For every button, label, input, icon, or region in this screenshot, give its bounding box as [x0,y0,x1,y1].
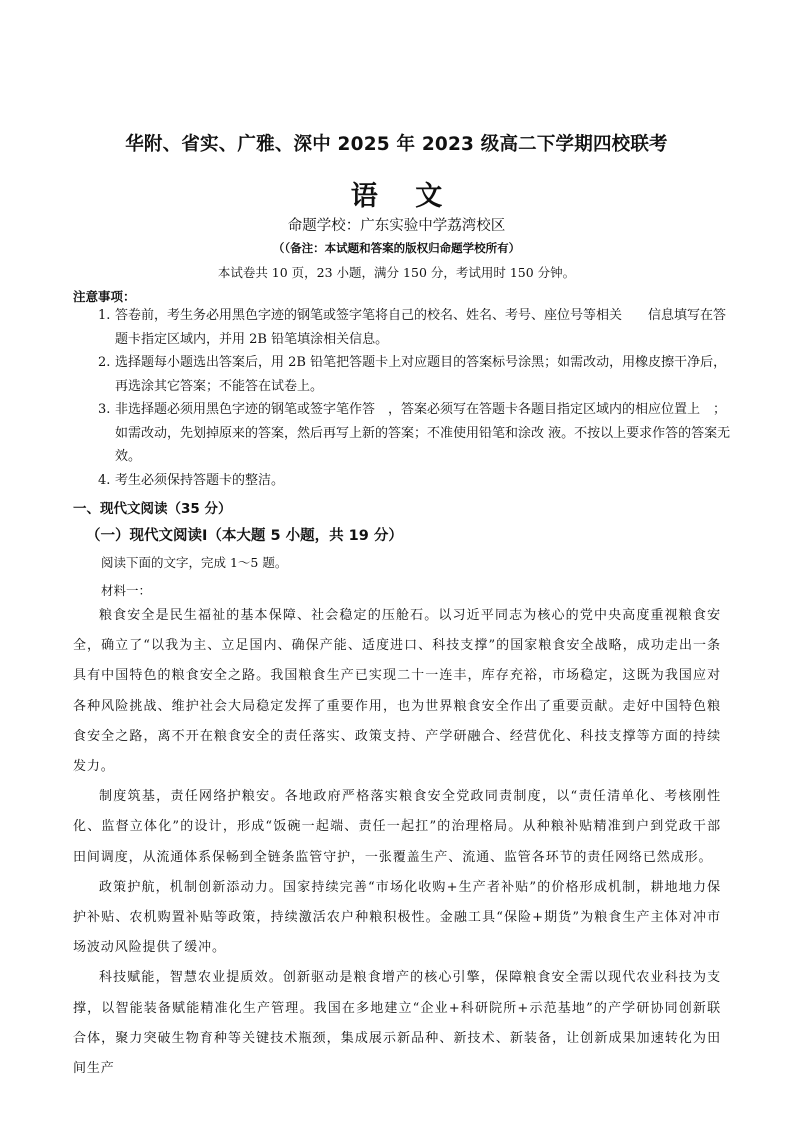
notice-text: 考生必须保持答题卡的整洁。 [115,472,285,488]
passage [73,601,721,1084]
notice-item [98,304,732,351]
reading-instruction: 阅读下面的文字，完成 1～5 题。 [101,555,288,570]
exam-info: 本试卷共 10 页，23 小题，满分 150 分，考试用时 150 分钟。 [217,265,576,280]
notice-item [98,351,732,398]
copyright-note: （（备注：本试题和答案的版权归命题学校所有） [272,241,521,255]
notice-heading: 注意事项： [73,289,136,304]
notice-item [98,398,732,469]
passage-paragraph: 政策护航，机制创新添动力。国家持续完善“市场化收购+生产者补贴”的价格形成机制，耕地地力保护补贴、农机购置补贴等政策，持续激活农户种粮积极性。金融工具“保险+期货”为粮食生产主体对冲市场波动风险提供了缓冲。 [73,879,721,956]
subject-title: 语 文 [350,181,457,212]
exam-title: 华附、省实、广雅、深中 2025 年 2023 级高二下学期四校联考 [125,134,668,155]
notice-text: 答卷前，考生务必用黑色字迹的钢笔或签字笔将自己的校名、姓名、考号、座位号等相关 信息填写在答题卡指定区域内，并用 2B 铅笔填涂相关信息。 [115,308,727,347]
notice-text: 非选择题必须用黑色字迹的钢笔或签字笔作答 ，答案必须写在答题卡各题目指定区域内的相应位置上 ；如需改动，先划掉原来的答案，然后再写上新的答案；不准使用铅笔和涂改 液。不按以上要求作答的答案无效。 [115,402,731,464]
subsection-title: （一）现代文阅读Ⅰ（本大题 5 小题，共 19 分） [86,528,403,544]
section-title: 一、现代文阅读（35 分） [73,501,232,517]
passage-paragraph: 科技赋能，智慧农业提质效。创新驱动是粮食增产的核心引擎，保障粮食安全需以现代农业科技为支撑，以智能装备赋能精准化生产管理。我国在多地建立“企业+科研院所+示范基地”的产学研协同创新联合体，聚力突破生物育种等关键技术瓶颈，集成展示新品种、新技术、新装备，让创新成果加速转化为田间生产 [73,970,721,1077]
notice-text: 选择题每小题选出答案后，用 2B 铅笔把答题卡上对应题目的答案标号涂黑；如需改动，用橡皮擦干净后，再选涂其它答案；不能答在试卷上。 [115,355,727,394]
notice-number: 4. [98,472,111,488]
material-label: 材料一： [101,583,152,598]
notice-number: 2. [98,355,111,370]
passage-paragraph: 粮食安全是民生福祉的基本保障、社会稳定的压舱石。以习近平同志为核心的党中央高度重视粮食安全，确立了“以我为主、立足国内、确保产能、适度进口、科技支撑”的国家粮食安全战略，成功走出一条具有中国特色的粮食安全之路。我国粮食生产已实现二十一连丰，库存充裕，市场稳定，这既为我国应对各种风险挑战、维护社会大局稳定发挥了重要作用，也为世界粮食安全作出了重要贡献。走好中国特色粮食安全之路，离不开在粮食安全的责任落实、政策支持、产学研融合、经营优化、科技支撑等方面的持续发力。 [73,608,721,775]
notice-list [98,304,732,492]
notice-item [98,469,732,493]
notice-number: 3. [98,402,111,417]
school-line: 命题学校：广东实验中学荔湾校区 [287,218,506,234]
passage-paragraph: 制度筑基，责任网络护粮安。各地政府严格落实粮食安全党政同责制度，以“责任清单化、考核刚性化、监督立体化”的设计，形成“饭碗一起端、责任一起扛”的治理格局。从种粮补贴精准到户到党政干部田间调度，从流通体系保畅到全链条监管守护，一张覆盖生产、流通、监管各环节的责任网络已然成形。 [73,789,721,865]
notice-number: 1. [98,308,111,323]
